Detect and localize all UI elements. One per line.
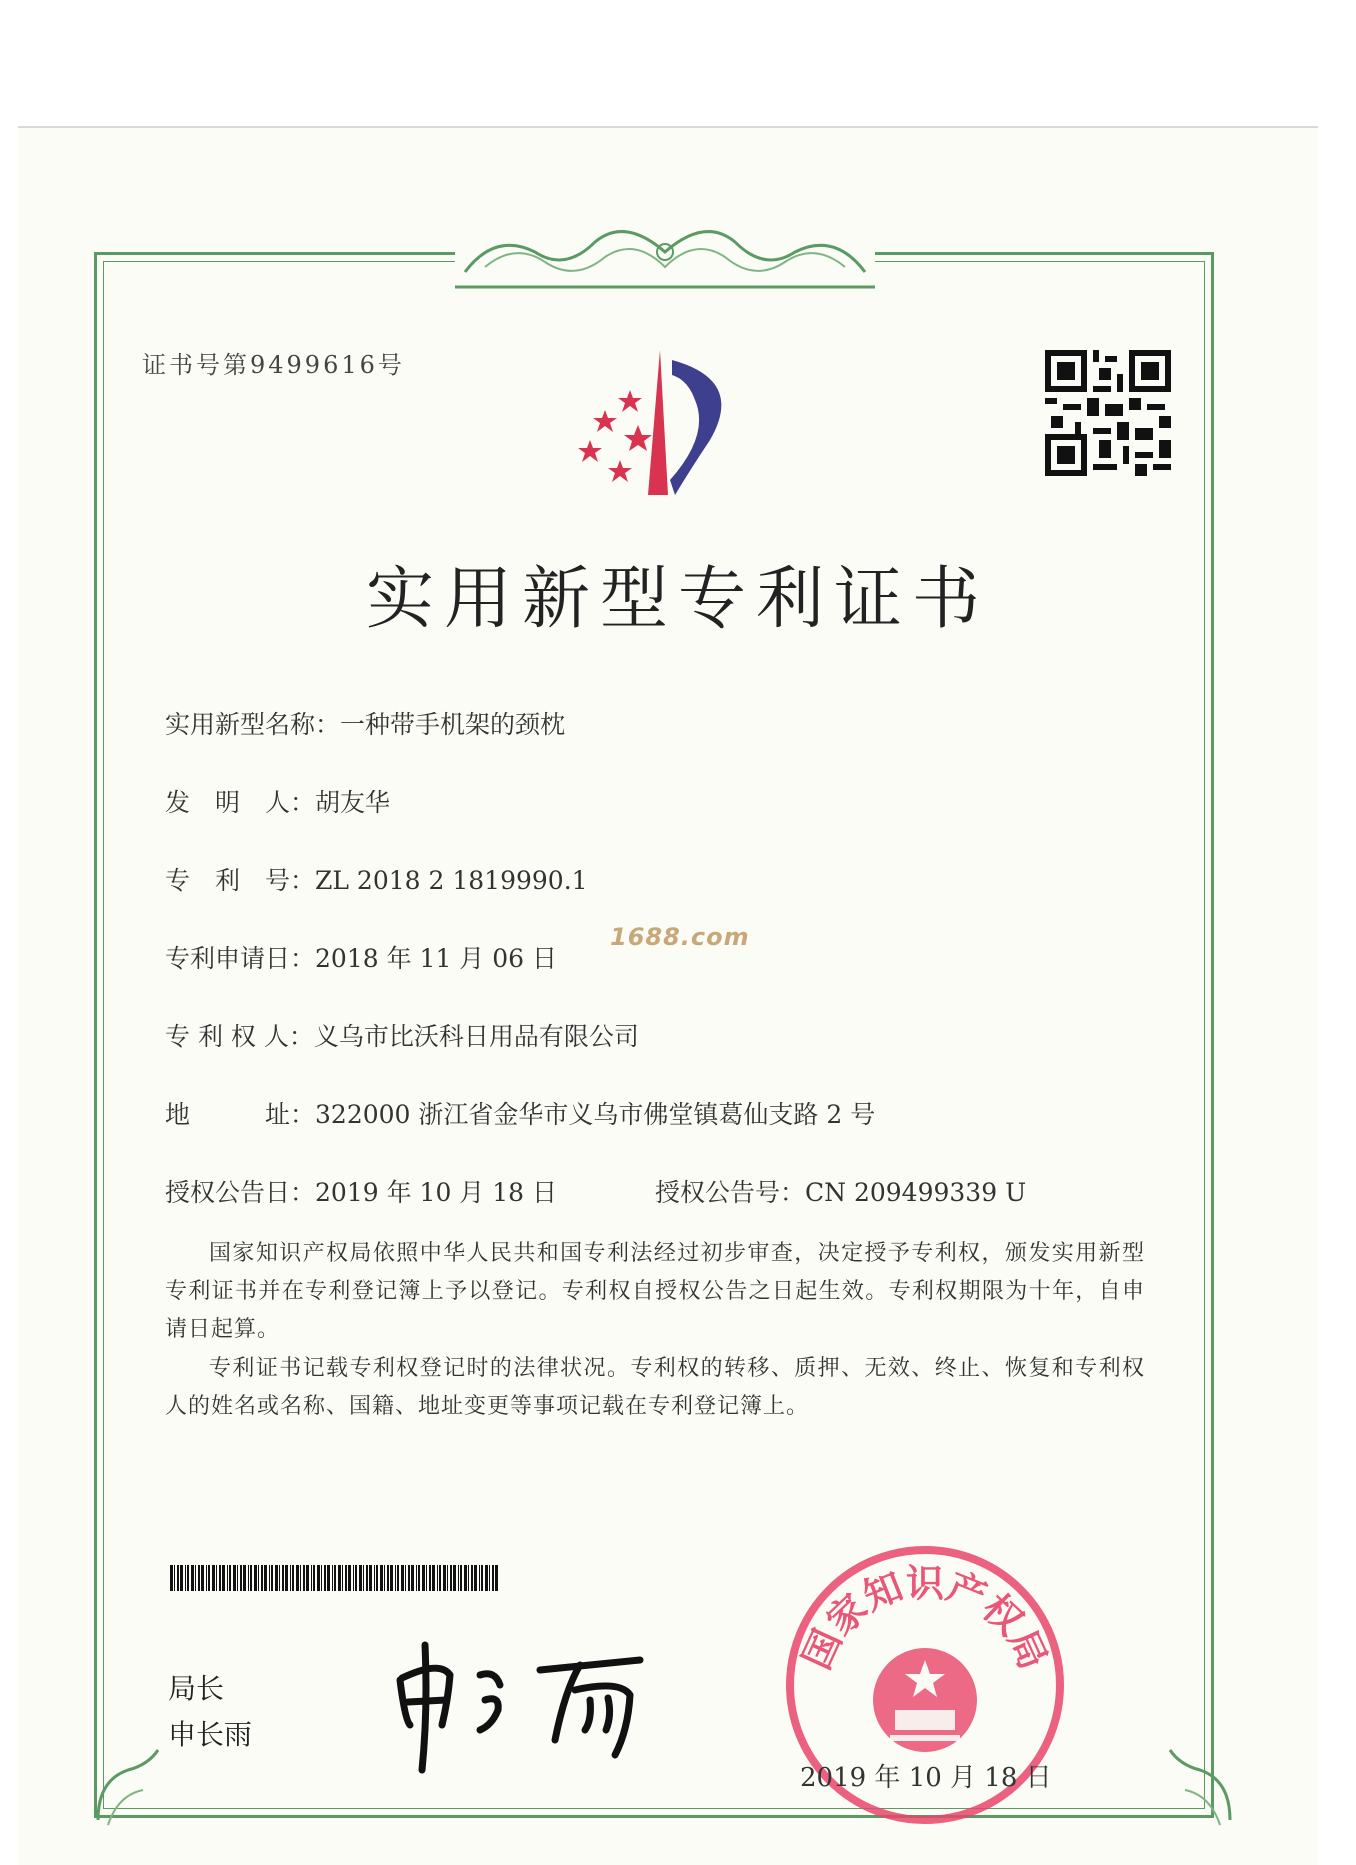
barcode-bar: [332, 1565, 333, 1591]
barcode-bar: [313, 1565, 315, 1591]
barcode-bar: [195, 1565, 196, 1591]
grant-date-label: 授权公告日：: [165, 1178, 316, 1207]
barcode-bar: [279, 1565, 280, 1591]
barcode-bar: [397, 1565, 399, 1591]
inventor-label: 发 明 人：: [165, 788, 316, 817]
barcode-bar: [275, 1565, 278, 1591]
barcode-bar: [474, 1565, 477, 1591]
barcode-bar: [390, 1565, 393, 1591]
barcode-bar: [460, 1565, 462, 1591]
field-grant-date: [165, 1173, 557, 1209]
field-patent-number: [165, 861, 588, 897]
barcode: [170, 1565, 500, 1591]
barcode-bar: [489, 1565, 490, 1591]
grant-number-value: CN 209499339 U: [805, 1178, 1027, 1207]
patentee-label: 专 利 权 人：: [165, 1022, 314, 1051]
watermark-1688: 1688.com: [610, 923, 750, 951]
barcode-bar: [317, 1565, 320, 1591]
cnipa-logo: [560, 340, 760, 500]
barcode-bar: [206, 1565, 207, 1591]
barcode-bar: [363, 1565, 364, 1591]
application-date-label: 专利申请日：: [165, 944, 316, 973]
barcode-bar: [296, 1565, 299, 1591]
barcode-bar: [180, 1565, 183, 1591]
barcode-bar: [237, 1565, 238, 1591]
patentee-value: 义乌市比沃科日用品有限公司: [313, 1022, 639, 1051]
barcode-bar: [216, 1565, 217, 1591]
barcode-bar: [290, 1565, 291, 1591]
barcode-bar: [366, 1565, 368, 1591]
barcode-bar: [282, 1565, 284, 1591]
barcode-bar: [269, 1565, 270, 1591]
barcode-bar: [254, 1565, 257, 1591]
barcode-bar: [471, 1565, 473, 1591]
barcode-bar: [174, 1565, 175, 1591]
barcode-bar: [411, 1565, 414, 1591]
barcode-bar: [250, 1565, 252, 1591]
scan-edge: [18, 126, 1318, 128]
barcode-bar: [426, 1565, 427, 1591]
barcode-bar: [292, 1565, 294, 1591]
signing-date: 2019 年 10 月 18 日: [800, 1763, 1052, 1793]
barcode-bar: [481, 1565, 483, 1591]
barcode-bar: [243, 1565, 246, 1591]
barcode-bar: [303, 1565, 305, 1591]
barcode-bar: [187, 1565, 189, 1591]
patent-number-label: 专 利 号：: [165, 866, 316, 895]
barcode-bar: [264, 1565, 267, 1591]
field-grant-number: [655, 1173, 1026, 1209]
director-signature: [380, 1630, 670, 1780]
field-inventor: [165, 783, 390, 819]
barcode-bar: [229, 1565, 231, 1591]
address-label: 地 址：: [165, 1100, 316, 1129]
certificate-title: 实用新型专利证书: [365, 560, 990, 639]
barcode-bar: [422, 1565, 425, 1591]
barcode-bar: [208, 1565, 210, 1591]
barcode-bar: [408, 1565, 410, 1591]
barcode-bar: [306, 1565, 309, 1591]
field-application-date: [165, 939, 557, 975]
barcode-bar: [201, 1565, 204, 1591]
grant-date-value: 2019 年 10 月 18 日: [315, 1178, 557, 1207]
barcode-bar: [374, 1565, 375, 1591]
field-address: [165, 1095, 875, 1131]
barcode-bar: [353, 1565, 354, 1591]
patent-number-value: ZL 2018 2 1819990.1: [315, 866, 588, 895]
barcode-bar: [376, 1565, 378, 1591]
barcode-bar: [429, 1565, 431, 1591]
barcode-bar: [479, 1565, 480, 1591]
barcode-bar: [191, 1565, 194, 1591]
barcode-bar: [418, 1565, 420, 1591]
barcode-bar: [222, 1565, 225, 1591]
barcode-bar: [227, 1565, 228, 1591]
barcode-bar: [453, 1565, 456, 1591]
barcode-bar: [300, 1565, 301, 1591]
address-value: 322000 浙江省金华市义乌市佛堂镇葛仙支路 2 号: [315, 1100, 876, 1129]
barcode-bar: [405, 1565, 406, 1591]
barcode-bar: [177, 1565, 179, 1591]
barcode-bar: [170, 1565, 173, 1591]
corner-ornament-bottom-left: [88, 1740, 178, 1830]
barcode-bar: [458, 1565, 459, 1591]
statement-paragraph-2: 专利证书记载专利权登记时的法律状况。专利权的转移、质押、无效、终止、恢复和专利权人的姓名或名称、国籍、地址变更等事项记载在专利登记簿上。: [165, 1356, 1145, 1419]
barcode-bar: [447, 1565, 448, 1591]
barcode-bar: [233, 1565, 236, 1591]
qr-code: [1045, 350, 1171, 476]
barcode-bar: [185, 1565, 186, 1591]
grant-number-label: 授权公告号：: [655, 1178, 806, 1207]
utility-model-name-value: 一种带手机架的颈枕: [340, 710, 566, 739]
barcode-bar: [271, 1565, 273, 1591]
certificate-number: 证书号第9499616号: [142, 351, 405, 379]
utility-model-name-label: 实用新型名称：: [165, 710, 341, 739]
barcode-bar: [369, 1565, 372, 1591]
seal-text: 国家知识产权局: [794, 1561, 1056, 1676]
director-name: 申长雨: [168, 1718, 253, 1751]
director-position: 局长: [168, 1672, 225, 1705]
barcode-bar: [432, 1565, 435, 1591]
barcode-bar: [468, 1565, 469, 1591]
barcode-bar: [334, 1565, 336, 1591]
barcode-bar: [261, 1565, 263, 1591]
barcode-bar: [342, 1565, 343, 1591]
barcode-bar: [338, 1565, 341, 1591]
barcode-bar: [401, 1565, 404, 1591]
barcode-bar: [395, 1565, 396, 1591]
barcode-bar: [348, 1565, 351, 1591]
field-utility-model-name: [165, 705, 565, 741]
barcode-bar: [437, 1565, 438, 1591]
barcode-bar: [443, 1565, 446, 1591]
barcode-bar: [327, 1565, 330, 1591]
frame-ornament-top: [455, 212, 875, 292]
barcode-bar: [258, 1565, 259, 1591]
barcode-bar: [485, 1565, 488, 1591]
barcode-bar: [345, 1565, 347, 1591]
barcode-bar: [380, 1565, 383, 1591]
barcode-bar: [387, 1565, 389, 1591]
field-patentee: [165, 1017, 639, 1053]
barcode-bar: [495, 1565, 498, 1591]
barcode-bar: [324, 1565, 326, 1591]
corner-ornament-bottom-right: [1150, 1740, 1240, 1830]
barcode-bar: [311, 1565, 312, 1591]
barcode-bar: [416, 1565, 417, 1591]
barcode-bar: [248, 1565, 249, 1591]
barcode-bar: [240, 1565, 242, 1591]
barcode-bar: [384, 1565, 385, 1591]
barcode-bar: [359, 1565, 362, 1591]
barcode-bar: [212, 1565, 215, 1591]
barcode-bar: [439, 1565, 441, 1591]
barcode-bar: [355, 1565, 357, 1591]
barcode-bar: [198, 1565, 200, 1591]
statement-paragraph-1: 国家知识产权局依照中华人民共和国专利法经过初步审查，决定授予专利权，颁发实用新型专利证书并在专利登记簿上予以登记。专利权自授权公告之日起生效。专利权期限为十年，自申请日起算。: [165, 1241, 1145, 1342]
barcode-bar: [464, 1565, 467, 1591]
barcode-bar: [321, 1565, 322, 1591]
barcode-bar: [450, 1565, 452, 1591]
barcode-bar: [219, 1565, 221, 1591]
barcode-bar: [492, 1565, 494, 1591]
application-date-value: 2018 年 11 月 06 日: [315, 944, 557, 973]
inventor-value: 胡友华: [315, 788, 391, 817]
barcode-bar: [285, 1565, 288, 1591]
